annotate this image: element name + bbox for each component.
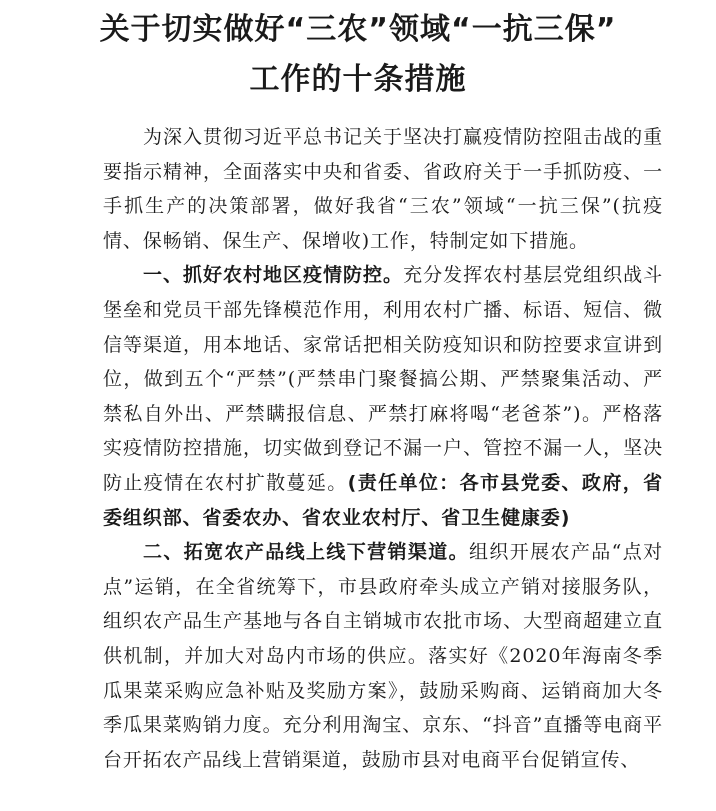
measure-1-heading: 一、抓好农村地区疫情防控。	[143, 264, 404, 287]
title-line-1: 关于切实做好“三农”领域“一抗三保”	[99, 12, 617, 47]
measure-1-responsible-units: (责任单位：各市县党委、政府，省委组织部、省委农办、省农业农村厅、省卫生健康委)	[103, 471, 663, 529]
measure-1-paragraph	[103, 258, 663, 535]
measure-2-heading: 二、拓宽农产品线上线下营销渠道。	[143, 541, 470, 564]
measure-1-text: 充分发挥农村基层党组织战斗堡垒和党员干部先锋模范作用，利用农村广播、标语、短信、微信等渠道，用本地话、家常话把相关防疫知识和防控要求宣讲到位，做到五个“严禁”(严禁串门聚餐搞公期、严禁聚集活动、严禁私自外出、严禁瞒报信息、严禁打麻将喝“老爸茶”)。严格落实疫情防控措施，切实做到登记不漏一户、管控不漏一人，坚决防止疫情在农村扩散蔓延。	[103, 264, 664, 494]
measure-2-text: 组织开展农产品“点对点”运销，在全省统筹下，市县政府牵头成立产销对接服务队，组织农产品生产基地与各自主销城市农批市场、大型商超建立直供机制，并加大对岛内市场的供应。落实好《2020年海南冬季瓜果菜采购应急补贴及奖励方案》，鼓励采购商、运销商加大冬季瓜果菜购销力度。充分利用淘宝、京东、“抖音”直播等电商平台开拓农产品线上营销渠道，鼓励市县对电商平台促销宣传、	[103, 541, 664, 771]
document-body	[103, 120, 663, 777]
title-line-2: 工作的十条措施	[249, 62, 467, 97]
intro-paragraph: 为深入贯彻习近平总书记关于坚决打赢疫情防控阻击战的重要指示精神，全面落实中央和省委、省政府关于一手抓防疫、一手抓生产的决策部署，做好我省“三农”领域“一抗三保”(抗疫情、保畅销、保生产、保增收)工作，特制定如下措施。	[103, 126, 663, 252]
document-title	[0, 0, 716, 100]
measure-2-paragraph	[103, 535, 663, 777]
